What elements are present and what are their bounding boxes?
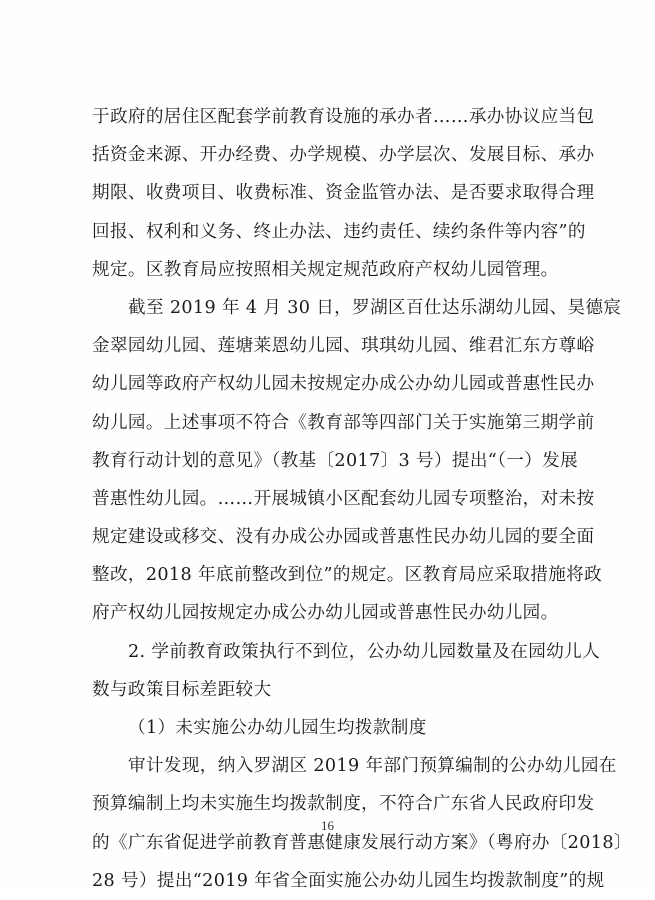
text-line: 括资金来源、开办经费、办学规模、办学层次、发展目标、承办	[92, 145, 595, 166]
text-line: 预算编制上均未实施生均拨款制度，不符合广东省人民政府印发	[92, 794, 595, 815]
text-line: 28 号）提出“2019 年省全面实施公办幼儿园生均拨款制度”的规	[92, 870, 605, 891]
paragraph-start-line: 审计发现，纳入罗湖区 2019 年部门预算编制的公办幼儿园在	[128, 756, 617, 777]
section-heading: 2. 学前教育政策执行不到位，公办幼儿园数量及在园幼儿人	[128, 641, 601, 662]
text-line: 教育行动计划的意见》（教基〔2017〕3 号）提出“（一）发展	[92, 450, 579, 471]
text-line: 期限、收费项目、收费标准、资金监管办法、是否要求取得合理	[92, 183, 595, 204]
text-line: 金翠园幼儿园、莲塘莱恩幼儿园、琪琪幼儿园、维君汇东方尊峪	[92, 336, 595, 357]
text-line: 于政府的居住区配套学前教育设施的承办者……承办协议应当包	[92, 107, 595, 127]
paragraph-start-line: 截至 2019 年 4 月 30 日，罗湖区百仕达乐湖幼儿园、昊德宸	[128, 297, 622, 318]
text-line: 回报、权利和义务、终止办法、违约责任、续约条件等内容”的	[92, 221, 586, 242]
text-line: 普惠性幼儿园。……开展城镇小区配套幼儿园专项整治，对未按	[92, 488, 595, 509]
text-line: 整改，2018 年底前整改到位”的规定。区教育局应采取措施将政	[92, 565, 603, 586]
text-line: 府产权幼儿园按规定办成公办幼儿园或普惠性民办幼儿园。	[92, 603, 559, 624]
section-heading-continued: 数与政策目标差距较大	[92, 679, 272, 700]
body-text	[92, 98, 632, 900]
page-number: 16	[321, 818, 334, 833]
text-line: 的《广东省促进学前教育普惠健康发展行动方案》（粤府办〔2018〕	[92, 832, 632, 853]
text-line: 规定。区教育局应按照相关规定规范政府产权幼儿园管理。	[92, 259, 559, 280]
text-line: 幼儿园。上述事项不符合《教育部等四部门关于实施第三期学前	[92, 412, 595, 433]
subsection-heading: （1）未实施公办幼儿园生均拨款制度	[128, 718, 427, 738]
text-line: 规定建设或移交、没有办成公办园或普惠性民办幼儿园的要全面	[92, 527, 595, 548]
text-line: 幼儿园等政府产权幼儿园未按规定办成公办幼儿园或普惠性民办	[92, 374, 595, 395]
